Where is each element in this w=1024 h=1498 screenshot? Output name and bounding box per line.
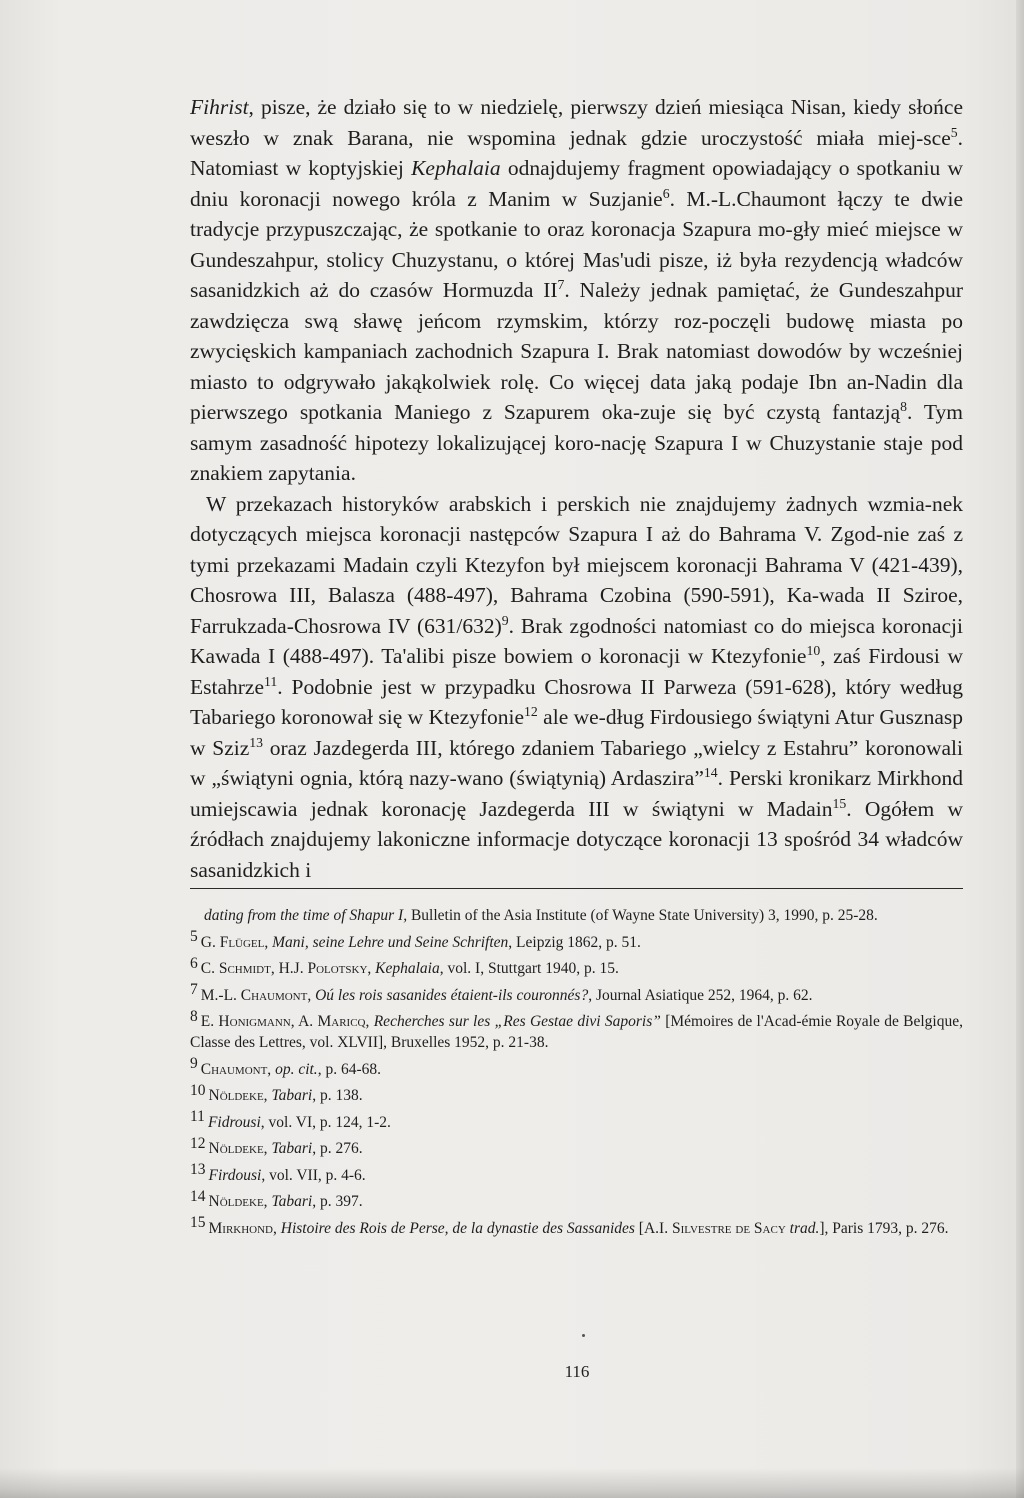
- text-run: . Ogółem w źródłach znajdujemy lakoniczne informacje dotyczące koronacji 13 spośród 34 władców sasanidzkich i: [190, 796, 963, 882]
- italic-text: Tabari: [271, 1193, 313, 1210]
- author-name: G. Flügel,: [200, 933, 269, 951]
- footnote-ref: 14: [703, 764, 718, 780]
- footnote-ref: 8: [900, 398, 907, 414]
- footnote-number: 10: [190, 1081, 206, 1099]
- footnote: [190, 1081, 963, 1106]
- footnote-number: 12: [190, 1134, 206, 1152]
- footnote: [190, 1108, 963, 1133]
- paragraph: [190, 92, 963, 489]
- footnote: [190, 1134, 963, 1159]
- text-run: Bulletin of the Asia Institute (of Wayne State University) 3, 1990, p. 25-28.: [407, 907, 878, 924]
- text-run: . Natomiast w koptyjskiej: [190, 125, 963, 180]
- text-run: , p. 138.: [312, 1087, 363, 1104]
- footnote-ref: 10: [806, 642, 821, 658]
- footnote-number: 6: [190, 954, 198, 972]
- text-run: W przekazach historyków arabskich i perskich nie znajdujemy żadnych wzmia-nek dotyczących miejsca koronacji następców Szapura I aż do Bahrama V. Zgod-nie zaś z tymi przekazami Madain czyli Ktezyfon był miejscem koronacji Bahrama V (421-439), Chosrowa III, Balasza (488-497), Bahrama Czobina (590-591), Ka-wada II Sziroe, Farrukzada-Chosrowa IV (631/632): [190, 491, 963, 638]
- text-run: odnajdujemy fragment opowiadający o spotkaniu w dniu koronacji nowego króla z Manim w Suzjanie: [190, 156, 963, 211]
- footnote-number: 13: [190, 1161, 206, 1179]
- footnote: [190, 905, 963, 926]
- footnote-number: 15: [190, 1214, 206, 1232]
- footnote-ref: 13: [249, 734, 264, 750]
- italic-text: Fihrist: [190, 95, 249, 119]
- footnote: [190, 1055, 963, 1080]
- author-name: Nöldeke,: [208, 1087, 268, 1104]
- italic-text: Kephalaia: [375, 960, 440, 977]
- italic-text: Tabari: [271, 1087, 313, 1104]
- scan-bottom-shadow: [0, 1468, 1024, 1498]
- footnote: [190, 981, 963, 1006]
- italic-text: Kephalaia: [411, 156, 501, 180]
- scan-speck: [582, 1334, 585, 1337]
- text-run: , vol. VII, p. 4-6.: [261, 1166, 366, 1184]
- footnote-separator: [190, 888, 963, 889]
- text-run: , vol. VI, p. 124, 1-2.: [260, 1113, 391, 1131]
- italic-text: trad.: [789, 1219, 820, 1237]
- author-name: Nöldeke,: [208, 1193, 268, 1210]
- footnote: [190, 1214, 963, 1239]
- text-run: ], Paris 1793, p. 276.: [819, 1219, 949, 1237]
- text-run: . Podobnie jest w przypadku Chosrowa II Parweza (591-628), który według Tabariego koronował się w Ktezyfonie: [190, 674, 963, 729]
- footnote: [190, 1007, 963, 1053]
- footnote-number: 11: [190, 1108, 205, 1126]
- italic-text: Histoire des Rois de Perse, de la dynastie des Sassanides: [280, 1219, 635, 1237]
- text-run: , pisze, że działo się to w niedzielę, pierwszy dzień miesiąca Nisan, kiedy słońce weszło w znak Barana, nie wspomina jednak gdzie uroczystość miała miej-sce: [190, 95, 963, 150]
- text-run: . Należy jednak pamiętać, że Gundeszahpur zawdzięcza swą sławę jeńcom rzymskim, którzy roz-poczęli budowę miasta po zwycięskich kampaniach zachodnich Szapura I. Brak natomiast dowodów by wcześniej miasto to odgrywało jakąkolwiek rolę. Co więcej data jaką podaje Ibn an-Nadin dla pierwszego spotkania Maniego z Szapurem oka-zuje się być czystą fantazją: [190, 278, 963, 424]
- text-run: , Journal Asiatique 252, 1964, p. 62.: [588, 986, 813, 1004]
- footnote-number: 14: [190, 1187, 206, 1205]
- footnote-number: 7: [190, 981, 198, 999]
- text-run: , Leipzig 1862, p. 51.: [508, 933, 641, 951]
- footnotes: [190, 905, 963, 1244]
- footnote-number: 9: [190, 1055, 198, 1073]
- footnote: [190, 1187, 963, 1212]
- italic-text: Firdousi: [208, 1166, 262, 1184]
- text-run: , p. 397.: [312, 1193, 363, 1210]
- footnote: [190, 954, 963, 979]
- author-name: M.-L. Chaumont,: [200, 986, 312, 1004]
- italic-text: dating from the time of Shapur I,: [204, 907, 408, 924]
- footnote-ref: 7: [557, 276, 565, 292]
- author-name: C. Schmidt, H.J. Polotsky,: [200, 960, 372, 977]
- italic-text: Tabari: [271, 1140, 313, 1157]
- text-run: , p. 276.: [312, 1140, 363, 1157]
- author-name: Chaumont,: [200, 1060, 272, 1078]
- footnote-number: 5: [190, 928, 198, 946]
- main-text: [190, 92, 963, 885]
- author-name: Silvestre de Sacy: [671, 1219, 786, 1237]
- text-run: oraz Jazdegerda III, którego zdaniem Tabariego „wielcy z Estahru” koronowali w „świątyni ognia, którą nazy-wano (świątynią) Ardaszira”: [190, 735, 963, 790]
- footnote-ref: 11: [264, 673, 278, 689]
- footnote-number: 8: [190, 1007, 198, 1025]
- text-run: , zaś Firdousi w Estahrze: [190, 644, 963, 699]
- author-name: Mirkhond,: [208, 1219, 277, 1237]
- text-run: , vol. I, Stuttgart 1940, p. 15.: [439, 960, 619, 977]
- text-run: , p. 64-68.: [317, 1060, 381, 1078]
- author-name: E. Honigmann, A. Maricq,: [200, 1013, 370, 1030]
- page-number: 116: [564, 1362, 590, 1381]
- text-run: . M.-L.Chaumont łączy te dwie tradycje przypuszczając, że spotkanie to oraz koronacja Szapura mo-gły mieć miejsce w Gundeszahpur, stolicy Chuzystanu, o której Mas'udi pisze, iż była rezydencją władców sasanidzkich aż do czasów Hormuzda II: [190, 186, 963, 302]
- footnote-ref: 5: [950, 124, 958, 140]
- text-run: . Tym samym zasadność hipotezy lokalizującej koro-nację Szapura I w Chuzystanie staje pod znakiem zapytania.: [190, 400, 963, 485]
- footnote-ref: 9: [501, 612, 509, 628]
- paragraph: [190, 489, 963, 886]
- text-run: [A.I.: [634, 1219, 672, 1237]
- footnote: [190, 1161, 963, 1186]
- page-edge-shadow: [1016, 0, 1024, 1498]
- italic-text: op. cit.: [275, 1060, 318, 1078]
- text-run: . Perski kronikarz Mirkhond umiejscawia jednak koronację Jazdegerda III w świątyni w Madain: [190, 766, 963, 821]
- text-run: . Brak zgodności natomiast co do miejsca koronacji Kawada I (488-497). Ta'alibi pisze bowiem o koronacji w Ktezyfonie: [190, 613, 963, 668]
- italic-text: Mani, seine Lehre und Seine Schriften: [272, 933, 509, 951]
- footnote: [190, 928, 963, 953]
- italic-text: Recherches sur les „Res Gestae divi Saporis”: [373, 1013, 661, 1030]
- footnote-ref: 6: [662, 185, 670, 201]
- text-run: ale we-dług Firdousiego świątyni Atur Gusznasp w Sziz: [190, 705, 963, 760]
- italic-text: Oú les rois sasanides étaient-ils couronnés?: [315, 986, 589, 1004]
- footnote-ref: 12: [524, 703, 538, 719]
- author-name: Nöldeke,: [208, 1140, 268, 1157]
- text-run: [Mémoires de l'Acad-émie Royale de Belgique, Classe des Lettres, vol. XLVII], Bruxelles 1952, p. 21-38.: [190, 1013, 963, 1051]
- footnote-ref: 15: [832, 795, 847, 811]
- italic-text: Fidrousi: [207, 1113, 261, 1131]
